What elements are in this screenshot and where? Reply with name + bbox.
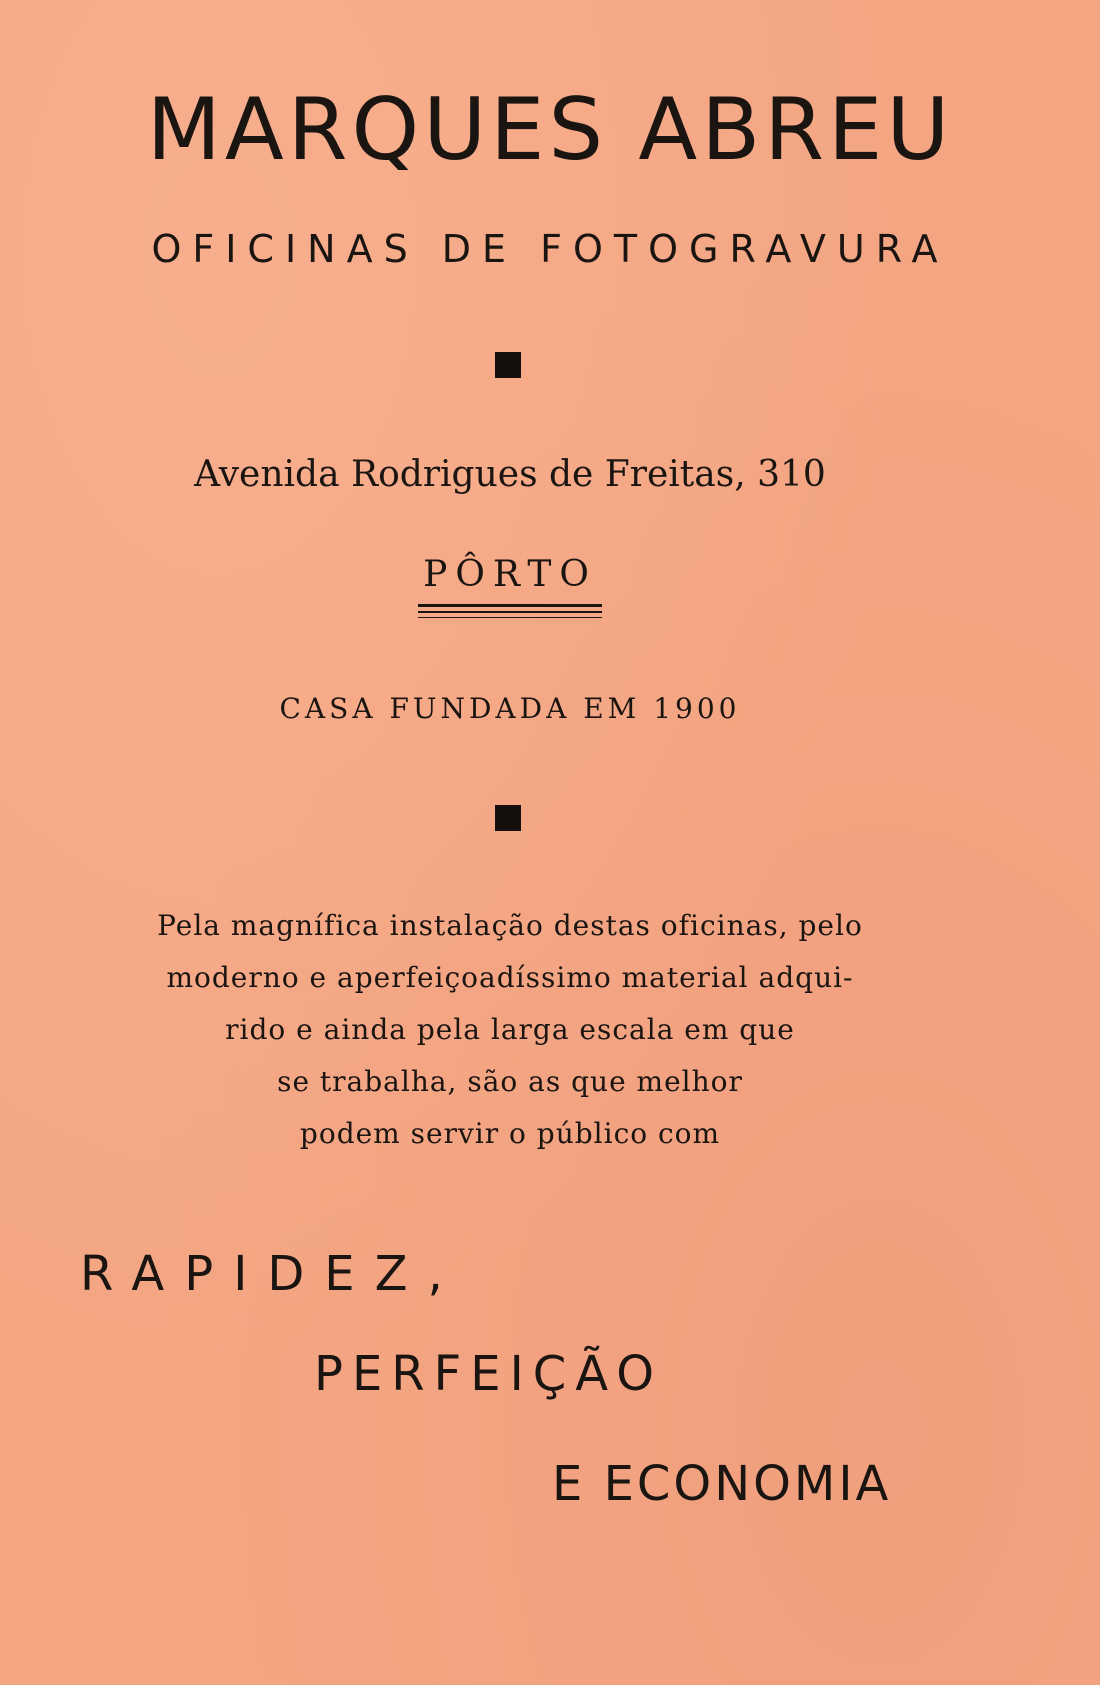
body-line: podem servir o público com (299, 1117, 721, 1150)
slogan-line-perfeicao: PERFEIÇÃO (314, 1346, 664, 1402)
founded-text: CASA FUNDADA EM 1900 (279, 692, 741, 725)
slogan-line-rapidez: RAPIDEZ, (80, 1246, 463, 1302)
city-underline (418, 617, 602, 618)
body-line: moderno e aperfeiçoadíssimo material adqui- (166, 961, 854, 994)
square-ornament-icon (495, 352, 521, 378)
body-line: rido e ainda pela larga escala em que (225, 1013, 795, 1046)
body-line: se trabalha, são as que melhor (277, 1065, 743, 1098)
city-underline (418, 611, 602, 613)
body-line: Pela magnífica instalação destas oficinas, pelo (157, 909, 863, 942)
city-underline (418, 604, 602, 607)
street-address: Avenida Rodrigues de Freitas, 310 (194, 454, 826, 495)
company-subtitle: OFICINAS DE FOTOGRAVURA (151, 227, 949, 271)
city-name: PÔRTO (423, 554, 597, 595)
square-ornament-icon (495, 805, 521, 831)
company-title: MARQUES ABREU (146, 80, 954, 180)
slogan-line-economia: E ECONOMIA (552, 1456, 892, 1512)
